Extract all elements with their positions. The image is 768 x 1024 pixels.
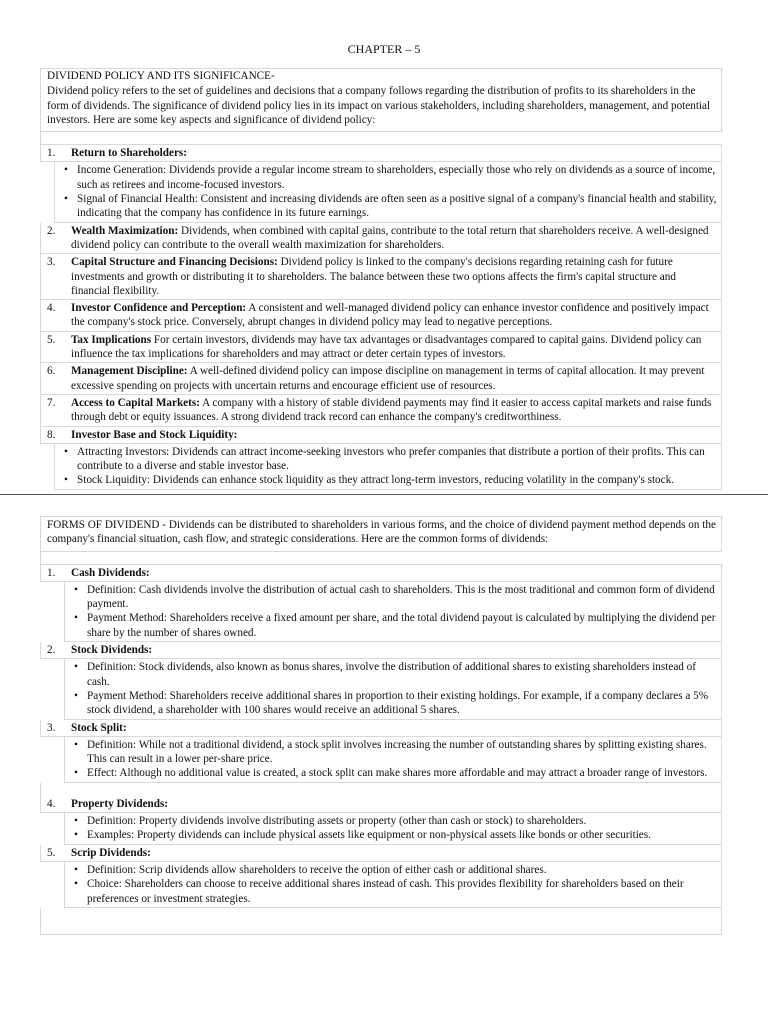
intro-paragraph: FORMS OF DIVIDEND - Dividends can be distributed to shareholders in various forms, and the choice of dividend payment method depends on the company's financial situation, cash flow, and strategic considerations. Here are the common forms of dividends: [47, 519, 716, 546]
bullet-item [55, 192, 719, 221]
list-item [40, 223, 722, 255]
item-number: 8. [47, 428, 56, 441]
bullet-text: Shareholders receive additional shares in proportion to their existing holdings. For example, if a company declares a 5% stock dividend, a shareholder with 100 shares would receive an additional 5 shares. [87, 689, 709, 717]
bullet-item [65, 660, 719, 689]
bullet-text: Property dividends can include physical assets like equipment or non-physical assets like bonds or other securities. [134, 829, 651, 842]
bullet-term: Definition: [87, 863, 137, 876]
page-divider [0, 494, 768, 495]
list-item [40, 845, 722, 862]
list-item [40, 720, 722, 737]
item-number: 2. [47, 224, 56, 237]
bullet-dot-icon: • [74, 689, 78, 702]
item-number: 5. [47, 846, 56, 859]
empty-table-row [40, 908, 722, 935]
item-term: Stock Split: [71, 721, 127, 734]
item-number: 1. [47, 147, 56, 160]
bullet-list [54, 444, 722, 490]
bullet-item [55, 445, 719, 474]
bullet-term: Definition: [87, 583, 137, 596]
bullet-dot-icon: • [74, 863, 78, 876]
item-number: 5. [47, 333, 56, 346]
section-title: DIVIDEND POLICY AND ITS SIGNIFICANCE- [47, 70, 275, 82]
item-term: Cash Dividends: [71, 566, 150, 579]
intro-box [40, 68, 722, 132]
item-text: A well-defined dividend policy can impose discipline on management in terms of capital allocation. It may prevent excessive spending on projects with uncertain returns and encourage efficient use of resources. [71, 365, 705, 392]
bullet-term: Examples: [87, 829, 135, 842]
spacer [40, 552, 722, 564]
item-number: 2. [47, 644, 56, 657]
bullet-term: Choice: [87, 878, 122, 891]
item-term: Scrip Dividends: [71, 846, 151, 859]
list-item [40, 395, 722, 427]
list-item [40, 564, 722, 582]
bullet-term: Effect: [87, 767, 118, 780]
item-text: A consistent and well-managed dividend policy can enhance investor confidence and positively impact the company's stock price. Conversely, abrupt changes in dividend policy may lead to negative perceptions. [71, 302, 709, 329]
bullet-item [65, 814, 719, 828]
bullet-list [64, 582, 722, 642]
bullet-item [65, 611, 719, 640]
bullet-dot-icon: • [74, 829, 78, 842]
bullet-dot-icon: • [64, 445, 68, 458]
item-number: 3. [47, 721, 56, 734]
bullet-dot-icon: • [74, 661, 78, 674]
list-item [40, 642, 722, 659]
bullet-text: Consistent and increasing dividends are often seen as a positive signal of a company's financial health and stability, indicating that the company has confidence in its future earnings. [77, 193, 717, 220]
bullet-text: Cash dividends involve the distribution of actual cash to shareholders. This is the most traditional and common form of dividend payment. [87, 583, 715, 611]
item-term: Capital Structure and Financing Decisions: [71, 256, 278, 269]
item-number: 4. [47, 302, 56, 315]
bullet-dot-icon: • [74, 815, 78, 828]
bullet-text: Dividends can attract income-seeking investors who prefer companies that distribute a portion of their profits. This can contribute to a diverse and stable investor base. [77, 445, 705, 473]
bullet-item [55, 473, 719, 487]
bullet-dot-icon: • [64, 164, 68, 177]
bullet-item [65, 738, 719, 767]
bullet-term: Signal of Financial Health: [77, 193, 198, 206]
bullet-item [65, 689, 719, 718]
item-text: Dividend policy is linked to the company's decisions regarding retaining cash for future investments and growth or distributing it to shareholders. The balance between these two options affects the firm's capital structure and financial flexibility. [71, 256, 676, 297]
bullet-dot-icon: • [74, 878, 78, 891]
item-number: 1. [47, 566, 56, 579]
bullet-text: Shareholders can choose to receive additional shares instead of cash. This provides flexibility for shareholders based on their preferences or investment strategies. [87, 878, 684, 905]
intro-box [40, 516, 722, 552]
spacer [40, 132, 722, 144]
item-term: Access to Capital Markets: [71, 396, 200, 409]
bullet-term: Income Generation: [77, 164, 167, 177]
bullet-text: Dividends can enhance stock liquidity as they attract long-term investors, reducing volatility in the company's stock. [150, 474, 675, 487]
bullet-term: Attracting Investors: [77, 445, 170, 458]
bullet-dot-icon: • [64, 193, 68, 206]
bullet-dot-icon: • [64, 474, 68, 487]
item-term: Wealth Maximization: [71, 224, 179, 237]
list-item [40, 144, 722, 162]
list-item [40, 254, 722, 300]
list-item [40, 332, 722, 364]
list-item [40, 300, 722, 332]
item-text: A company with a history of stable dividend payments may find it easier to access capital markets and raise funds through debt or equity issuances. A strong dividend track record can enhance the company's creditworthiness. [71, 396, 712, 424]
bullet-list [64, 813, 722, 845]
bullet-item [65, 766, 719, 780]
bullet-item [65, 828, 719, 842]
bullet-text: Property dividends involve distributing assets or property (other than cash or stock) to shareholders. [136, 815, 587, 828]
list-item [40, 363, 722, 395]
chapter-heading: CHAPTER – 5 [347, 42, 421, 56]
intro-paragraph: Dividend policy refers to the set of guidelines and decisions that a company follows regarding the distribution of profits to its shareholders in the form of dividends. The significance of dividend policy lies in its impact on various stakeholders, including shareholders, management, and potential investors. Here are some key aspects and significance of dividend policy: [47, 85, 711, 126]
bullet-list [64, 862, 722, 908]
bullet-text: Stock dividends, also known as bonus shares, involve the distribution of additional shares to existing shareholders instead of cash. [87, 661, 697, 688]
item-term: Stock Dividends: [71, 644, 153, 657]
item-term: Investor Base and Stock Liquidity: [71, 428, 238, 441]
list-item [40, 427, 722, 444]
item-number: 3. [47, 256, 56, 269]
bullet-term: Payment Method: [87, 689, 167, 702]
dividend-policy-section [40, 68, 722, 490]
bullet-dot-icon: • [74, 767, 78, 780]
bullet-text: Although no additional value is created, a stock split can make shares more affordable and may attract a broader range of investors. [117, 767, 708, 780]
item-number: 6. [47, 365, 56, 378]
bullet-text: While not a traditional dividend, a stock split involves increasing the number of outstanding shares by splitting existing shares. This can result in a lower per-share price. [87, 738, 707, 766]
bullet-text: Shareholders receive a fixed amount per share, and the total dividend payout is calculated by multiplying the dividend per share by the number of shares owned. [87, 612, 716, 639]
bullet-dot-icon: • [74, 738, 78, 751]
bullet-item [65, 877, 719, 906]
bullet-term: Payment Method: [87, 612, 167, 625]
bullet-list [64, 659, 722, 719]
bullet-term: Definition: [87, 661, 137, 674]
list-item [40, 783, 722, 813]
item-number: 7. [47, 396, 56, 409]
bullet-item [65, 583, 719, 612]
item-text: Dividends, when combined with capital gains, contribute to the total return that shareholders receive. A well-designed dividend policy can contribute to the overall wealth maximization for shareholders. [71, 224, 709, 251]
item-number: 4. [47, 797, 56, 810]
bullet-text: Dividends provide a regular income stream to shareholders, especially those who rely on dividends as a source of income, such as retirees and income-focused investors. [77, 164, 716, 191]
bullet-term: Definition: [87, 738, 137, 751]
bullet-list [64, 737, 722, 783]
bullet-term: Stock Liquidity: [77, 474, 151, 487]
bullet-list [54, 162, 722, 222]
item-term: Management Discipline: [71, 365, 188, 378]
item-term: Tax Implications [71, 333, 152, 346]
forms-of-dividend-section [40, 516, 722, 935]
bullet-dot-icon: • [74, 583, 78, 596]
item-term: Property Dividends: [71, 797, 169, 810]
item-term: Return to Shareholders: [71, 147, 188, 160]
bullet-term: Definition: [87, 815, 137, 828]
bullet-item [65, 863, 719, 877]
item-term: Investor Confidence and Perception: [71, 302, 247, 315]
bullet-text: Scrip dividends allow shareholders to receive the option of either cash or additional shares. [136, 863, 547, 876]
bullet-item [55, 163, 719, 192]
item-text: For certain investors, dividends may have tax advantages or disadvantages compared to capital gains. Dividend policy can influence the tax implications for shareholders and may attract or deter certain types of investors. [71, 333, 702, 361]
bullet-dot-icon: • [74, 612, 78, 625]
